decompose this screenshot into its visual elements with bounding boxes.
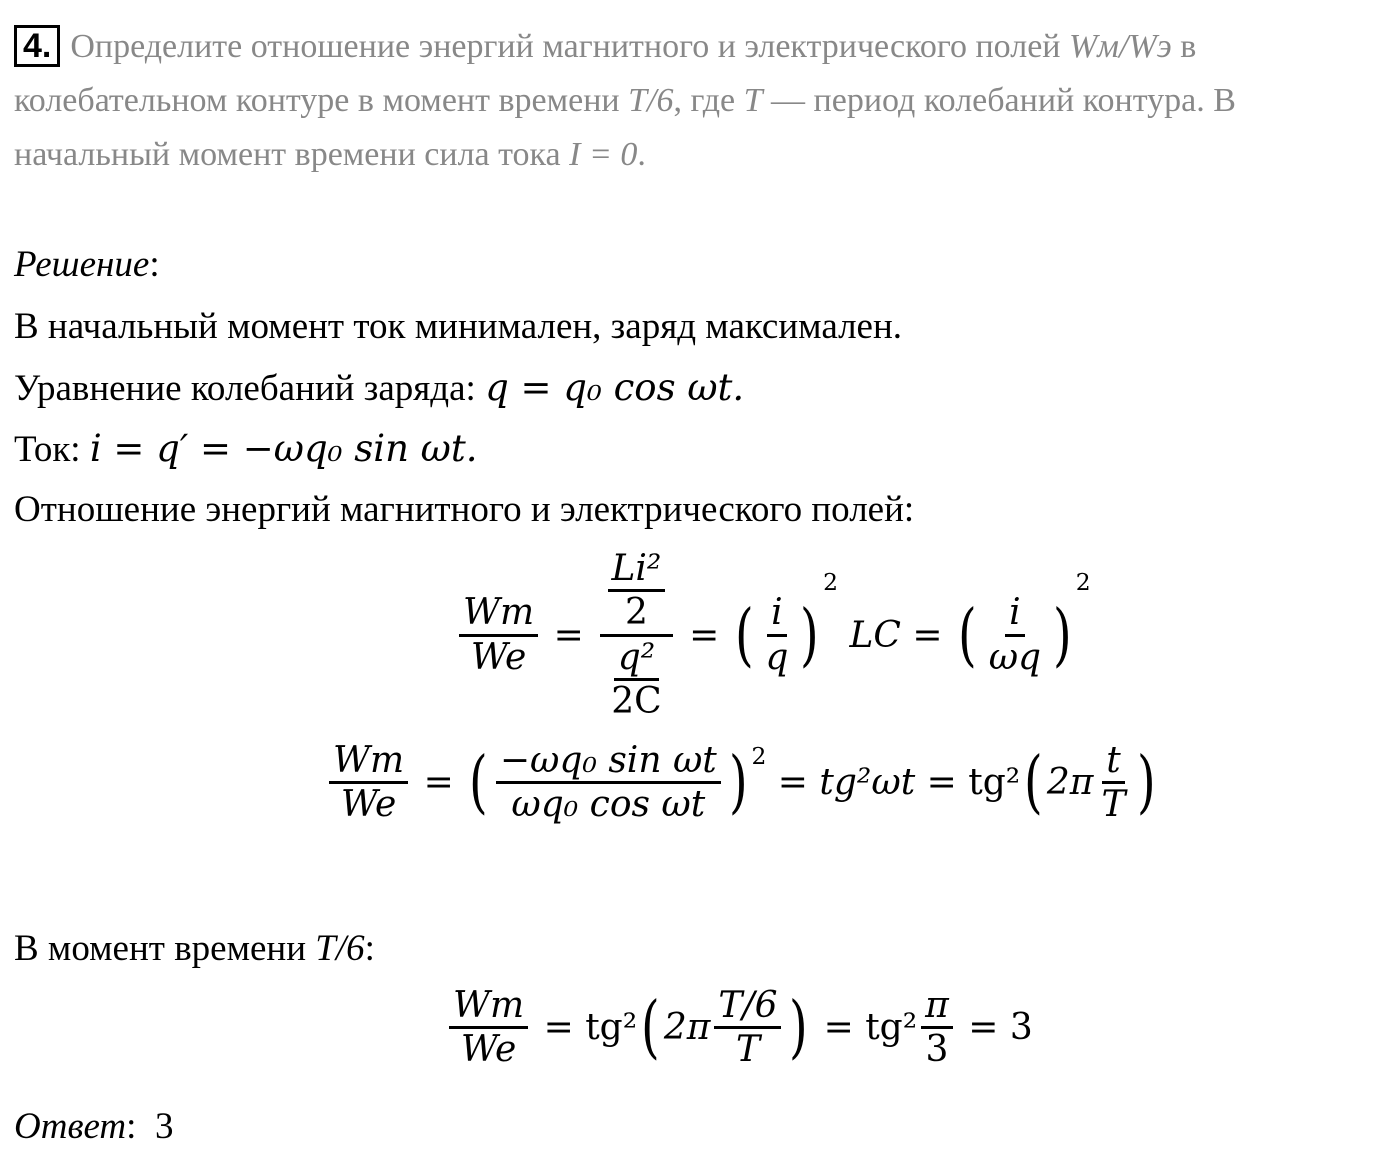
time-moment-label: В момент времени: [14, 928, 316, 969]
lhs-numerator: Wm: [329, 740, 408, 784]
electric-energy-numerator: q²: [614, 637, 659, 681]
electric-energy-denominator: 2C: [611, 681, 662, 723]
magnetic-energy-numerator: Li²: [608, 548, 666, 592]
problem-statement: [14, 20, 1386, 182]
solution-heading-text: Решение: [14, 244, 150, 285]
t-numerator: t: [1102, 740, 1124, 784]
lhs-numerator: Wm: [449, 985, 528, 1029]
lhs-denominator: We: [340, 784, 397, 826]
tg-squared-2: tg²: [865, 1007, 918, 1049]
lhs-fraction: [459, 592, 538, 678]
paren-fraction-1-denominator: q: [765, 636, 789, 678]
T-denominator: T: [735, 1029, 760, 1071]
T6-over-T-fraction: [714, 985, 781, 1071]
current-label: Ток:: [14, 429, 90, 470]
solution-line-5: [14, 927, 375, 970]
paren-fraction-1-numerator: i: [767, 592, 787, 636]
charge-equation-formula: q = q₀ cos ωt.: [485, 366, 745, 409]
solution-heading-colon: :: [149, 244, 160, 285]
time-moment-value: T/6: [315, 928, 365, 969]
result-value: 3: [1009, 1007, 1033, 1049]
solution-line-3: [14, 427, 477, 471]
answer-label: Ответ: [14, 1106, 127, 1147]
lc-product: LC: [849, 614, 901, 656]
two-pi: 2π: [663, 1007, 711, 1049]
T6-numerator: T/6: [714, 985, 781, 1029]
solution-heading: [14, 243, 160, 286]
pi-numerator: π: [921, 985, 953, 1029]
tg-squared: tg²: [585, 1007, 638, 1049]
answer-value: 3: [154, 1106, 174, 1147]
power-1: 2: [823, 568, 839, 596]
two-pi: 2π: [1046, 762, 1094, 804]
problem-initial-condition: I = 0: [569, 136, 638, 173]
solution-line-2: [14, 366, 744, 410]
current-formula: i = q′ = −ωq₀ sin ωt.: [89, 427, 478, 470]
sin-cos-fraction: [496, 740, 721, 826]
answer-colon: :: [126, 1106, 137, 1147]
problem-text-3: , где: [673, 82, 744, 119]
problem-period-symbol: T: [743, 82, 763, 119]
time-moment-colon: :: [364, 928, 375, 969]
compound-fraction: [599, 548, 673, 723]
paren-fraction-2: [985, 592, 1045, 678]
sin-numerator: −ωq₀ sin ωt: [496, 740, 721, 784]
problem-text-5: .: [637, 136, 646, 173]
t-over-T-fraction: [1097, 740, 1129, 826]
charge-equation-label: Уравнение колебаний заряда:: [14, 368, 486, 409]
answer-line: [14, 1105, 173, 1148]
lhs-fraction: [449, 985, 528, 1071]
paren-fraction-1: [761, 592, 792, 678]
problem-ratio-symbol: Wм/Wэ: [1068, 28, 1172, 65]
energy-ratio-equation-2: $\frac{Wm}{We}$ = ( $\frac{\text{−ωq₀ sin ωt}}{\text{ωq₀ cos ωt}}$ ) $^2$ = tg²ωt = tg² ( 2π $\frac{t}{T}$ ): [325, 740, 1160, 826]
lhs-denominator: We: [460, 1029, 517, 1071]
problem-text-4: — период колебаний контура. В начальный момент времени сила тока: [14, 82, 1236, 173]
T-denominator: T: [1101, 784, 1126, 826]
tangent-squared: tg²ωt: [819, 762, 916, 804]
magnetic-energy-denominator: 2: [624, 592, 648, 634]
problem-text-1: Определите отношение энергий магнитного и электрического полей: [70, 28, 1069, 65]
problem-number: 4.: [14, 25, 60, 67]
energy-ratio-equation-1: $\frac{Wm}{We}$ = $\frac{\frac{\text{Li²}}{2}}{\frac{\text{q²}}{2C}}$ = ( $\frac{i}{q}$ ) $^2$ LC = ( $\frac{i}{\omega q}$ ) $^2$: [455, 548, 1091, 723]
three-denominator: 3: [925, 1029, 949, 1071]
paren-fraction-2-numerator: i: [1005, 592, 1025, 636]
problem-time-symbol: T/6: [628, 82, 674, 119]
lhs-denominator: We: [470, 636, 527, 678]
lhs-numerator: Wm: [459, 592, 538, 636]
power: 2: [751, 742, 767, 770]
pi-over-3-fraction: [921, 985, 953, 1071]
solution-line-4: Отношение энергий магнитного и электрического полей:: [14, 489, 915, 530]
power-2: 2: [1075, 568, 1091, 596]
cos-denominator: ωq₀ cos ωt: [511, 784, 706, 826]
tg-squared: tg²: [968, 762, 1021, 804]
lhs-fraction: [329, 740, 408, 826]
paren-fraction-2-denominator: ωq: [988, 636, 1042, 678]
solution-line-1: В начальный момент ток минимален, заряд максимален.: [14, 306, 902, 347]
problem-text-2: в колебательном контуре в момент времени: [14, 28, 1197, 119]
energy-ratio-equation-3: $\frac{Wm}{We}$ = tg² ( 2π $\frac{T/6}{T}$ ) = tg² $\frac{\pi}{3}$ = 3: [445, 985, 1033, 1071]
